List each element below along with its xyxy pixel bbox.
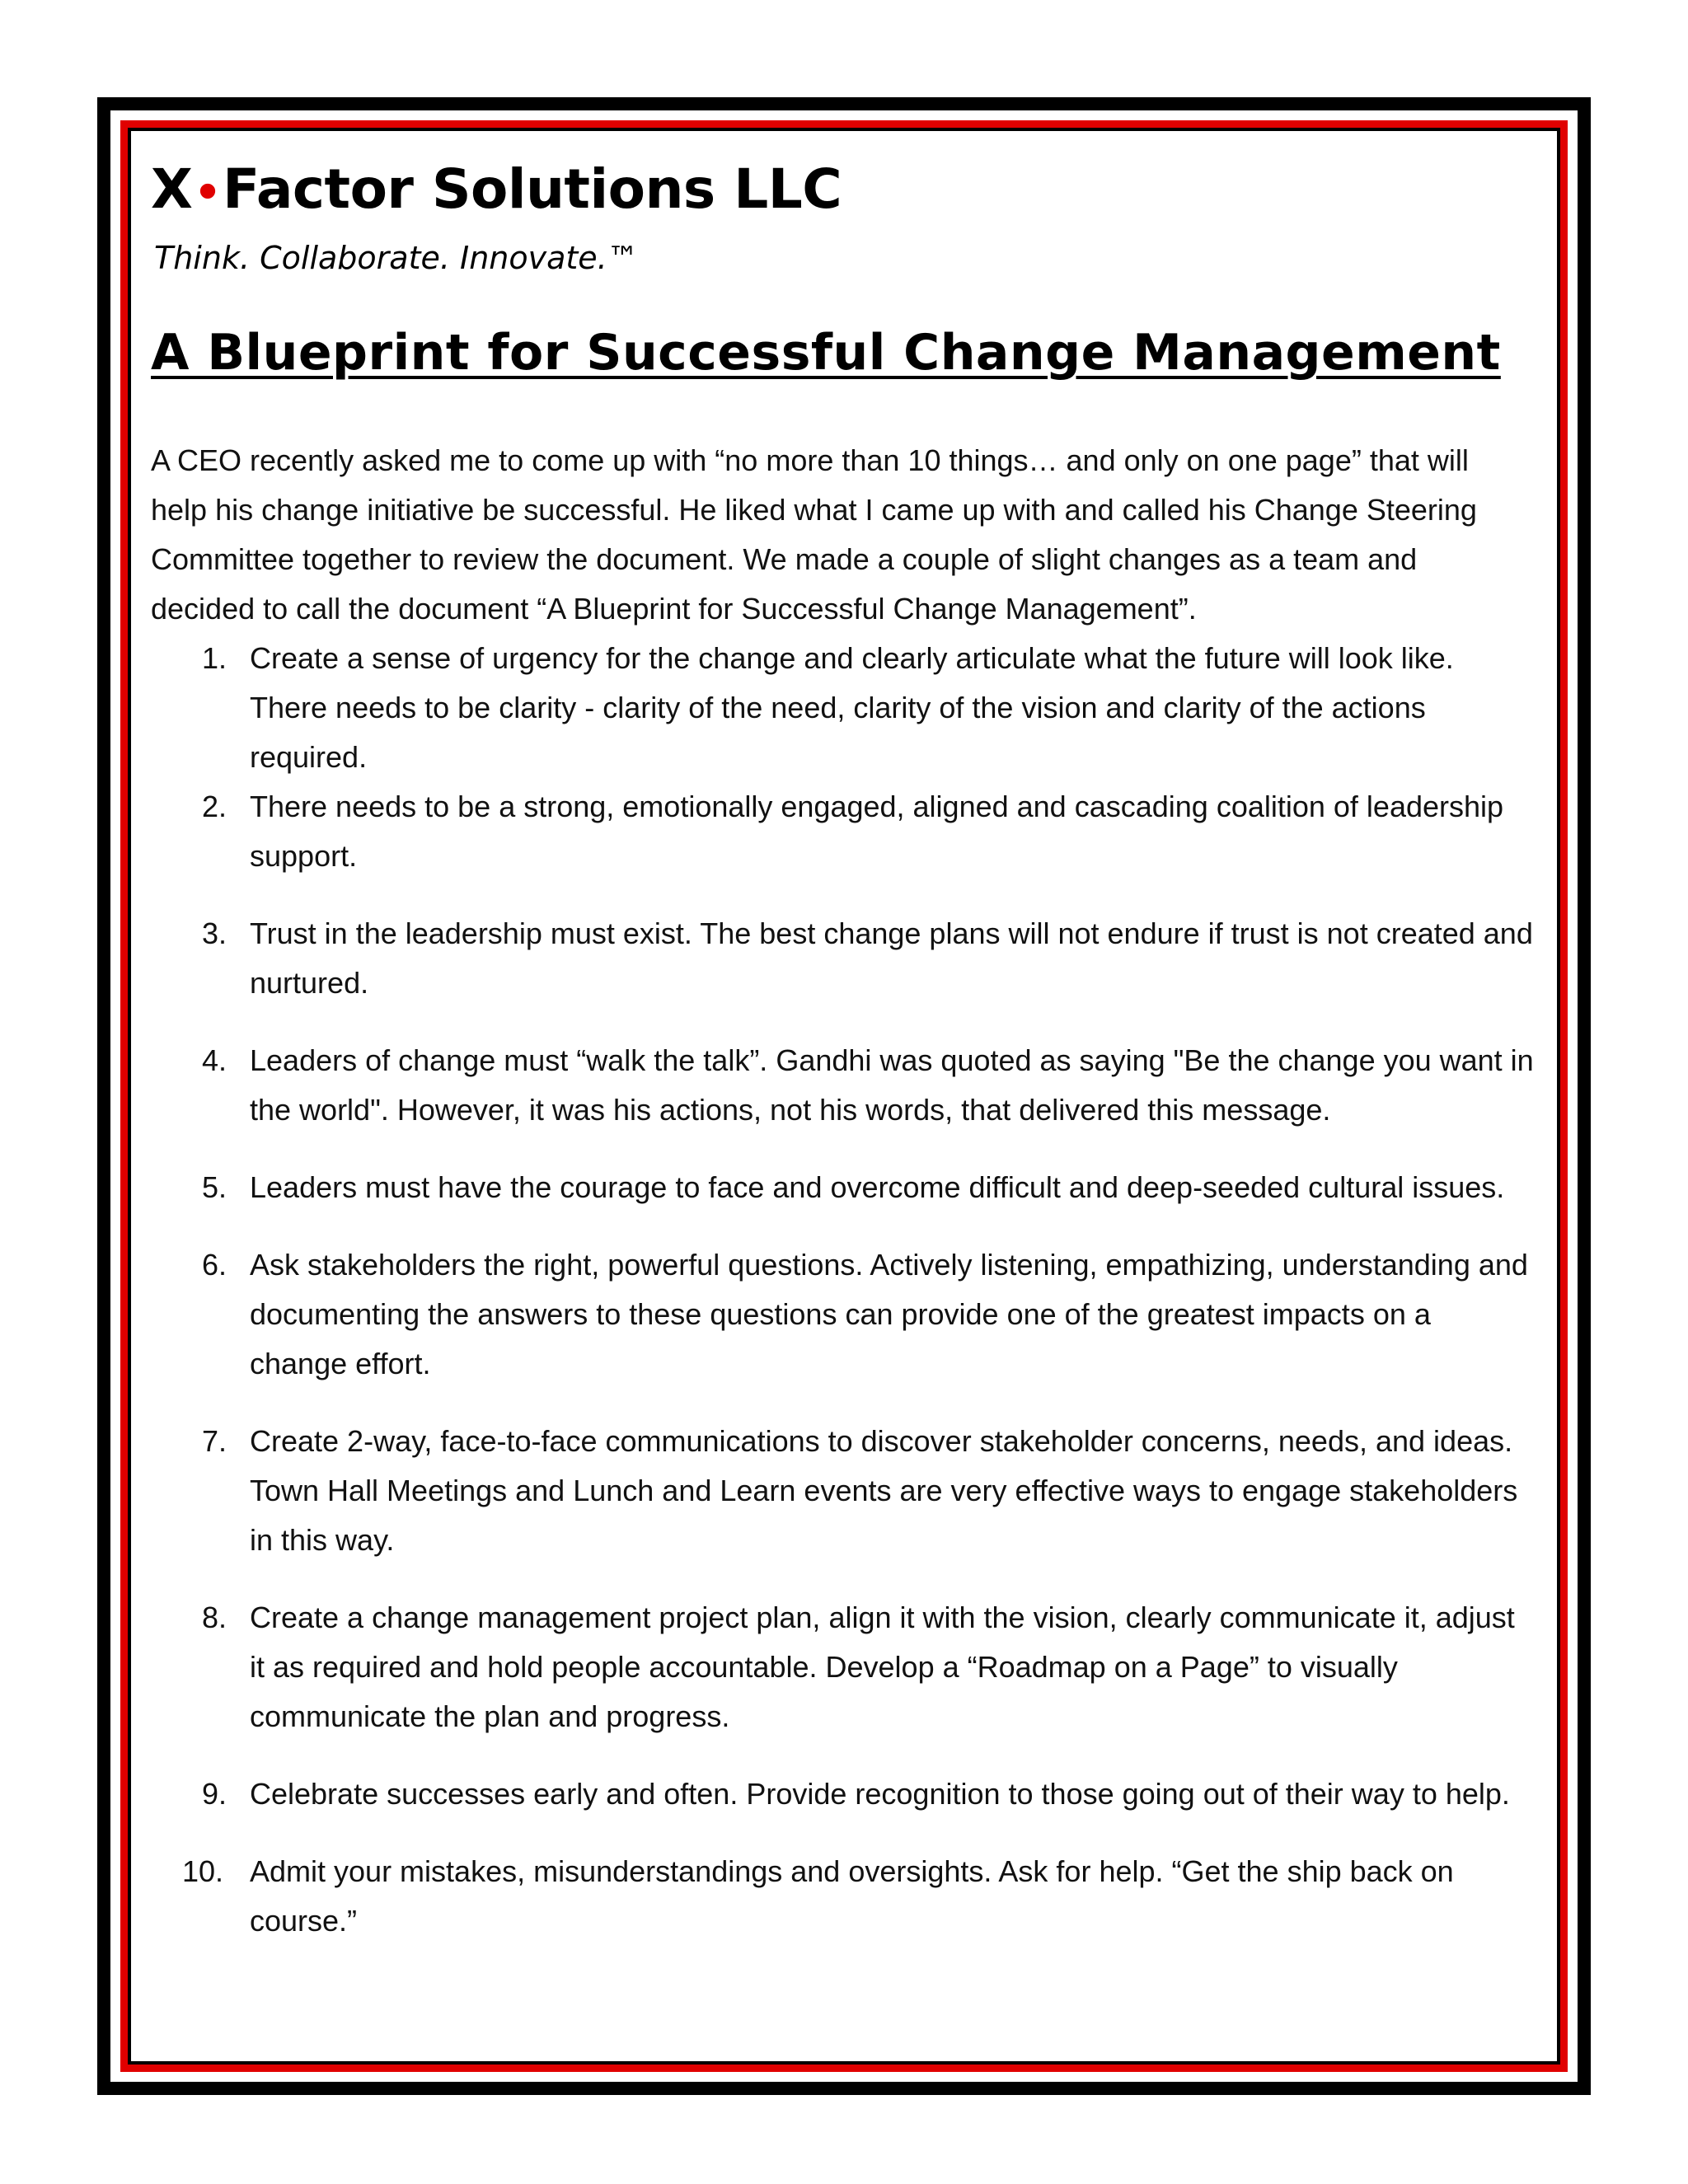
list-item-text: Create 2-way, face-to-face communications to discover stakeholder concerns, needs, and ideas. Town Hall Meetings and Lunch and Learn events are very effective ways to engage stakeholders in this way. (250, 1424, 1518, 1557)
red-dot-icon: • (194, 167, 222, 218)
list-item-text: Admit your mistakes, misunderstandings and oversights. Ask for help. “Get the ship back on course.” (250, 1854, 1454, 1938)
list-item-text: Trust in the leadership must exist. The best change plans will not endure if trust is not created and nurtured. (250, 916, 1533, 1000)
list-item-number: 8. (202, 1601, 227, 1634)
page-border-inner (128, 128, 1560, 2064)
list-item-text: Celebrate successes early and often. Provide recognition to those going out of their way to help. (250, 1777, 1510, 1811)
list-item-text: Ask stakeholders the right, powerful questions. Actively listening, empathizing, understanding and documenting the answers to these questions can provide one of the greatest impacts on a change effort. (250, 1248, 1528, 1380)
list-item (151, 909, 1536, 1008)
list-item (151, 1847, 1536, 1946)
list-item-number: 10. (182, 1854, 224, 1888)
company-name-part1: X (151, 157, 193, 221)
blueprint-list (151, 634, 1536, 1974)
list-item-text: There needs to be a strong, emotionally engaged, aligned and cascading coalition of leadership support. (250, 790, 1504, 873)
document-title: A Blueprint for Successful Change Management (151, 324, 1501, 382)
page-content (131, 131, 1557, 2061)
intro-paragraph: A CEO recently asked me to come up with “no more than 10 things… and only on one page” that will help his change initiative be successful. He liked what I came up with and called his Change Steering Committee together to review the document. We made a couple of slight changes as a team and decided to call the document “A Blueprint for Successful Change Management”. (151, 443, 1477, 626)
list-item (151, 782, 1536, 881)
list-item (151, 1769, 1536, 1819)
list-item (151, 1240, 1536, 1389)
company-name-part2: Factor Solutions LLC (223, 157, 842, 221)
list-item-text: Leaders must have the courage to face and overcome difficult and deep-seeded cultural issues. (250, 1170, 1505, 1204)
tagline: Think. Collaborate. Innovate.™ (154, 240, 639, 276)
page-border-gap (110, 110, 1578, 2082)
list-item (151, 634, 1536, 782)
list-item-text: Create a change management project plan, align it with the vision, clearly communicate it, adjust it as required and hold people accountable. Develop a “Roadmap on a Page” to visually communicate the plan and progress. (250, 1601, 1515, 1733)
list-item-number: 5. (202, 1170, 227, 1204)
list-item-text: Create a sense of urgency for the change and clearly articulate what the future will look like. There needs to be clarity - clarity of the need, clarity of the vision and clarity of the actions required. (250, 641, 1454, 774)
page-border-outer (97, 97, 1591, 2095)
list-item-number: 1. (202, 641, 227, 675)
list-item-number: 6. (202, 1248, 227, 1282)
list-item (151, 1593, 1536, 1741)
list-item (151, 1036, 1536, 1135)
list-item (151, 1163, 1536, 1212)
list-item-number: 4. (202, 1043, 227, 1077)
list-item-text: Leaders of change must “walk the talk”. Gandhi was quoted as saying "Be the change you want in the world". However, it was his actions, not his words, that delivered this message. (250, 1043, 1534, 1127)
company-name (151, 157, 842, 221)
list-item-number: 3. (202, 916, 227, 950)
list-item (151, 1417, 1536, 1565)
list-item-number: 7. (202, 1424, 227, 1458)
list-item-number: 2. (202, 790, 227, 823)
list-item-number: 9. (202, 1777, 227, 1811)
page-border-red (120, 120, 1568, 2072)
